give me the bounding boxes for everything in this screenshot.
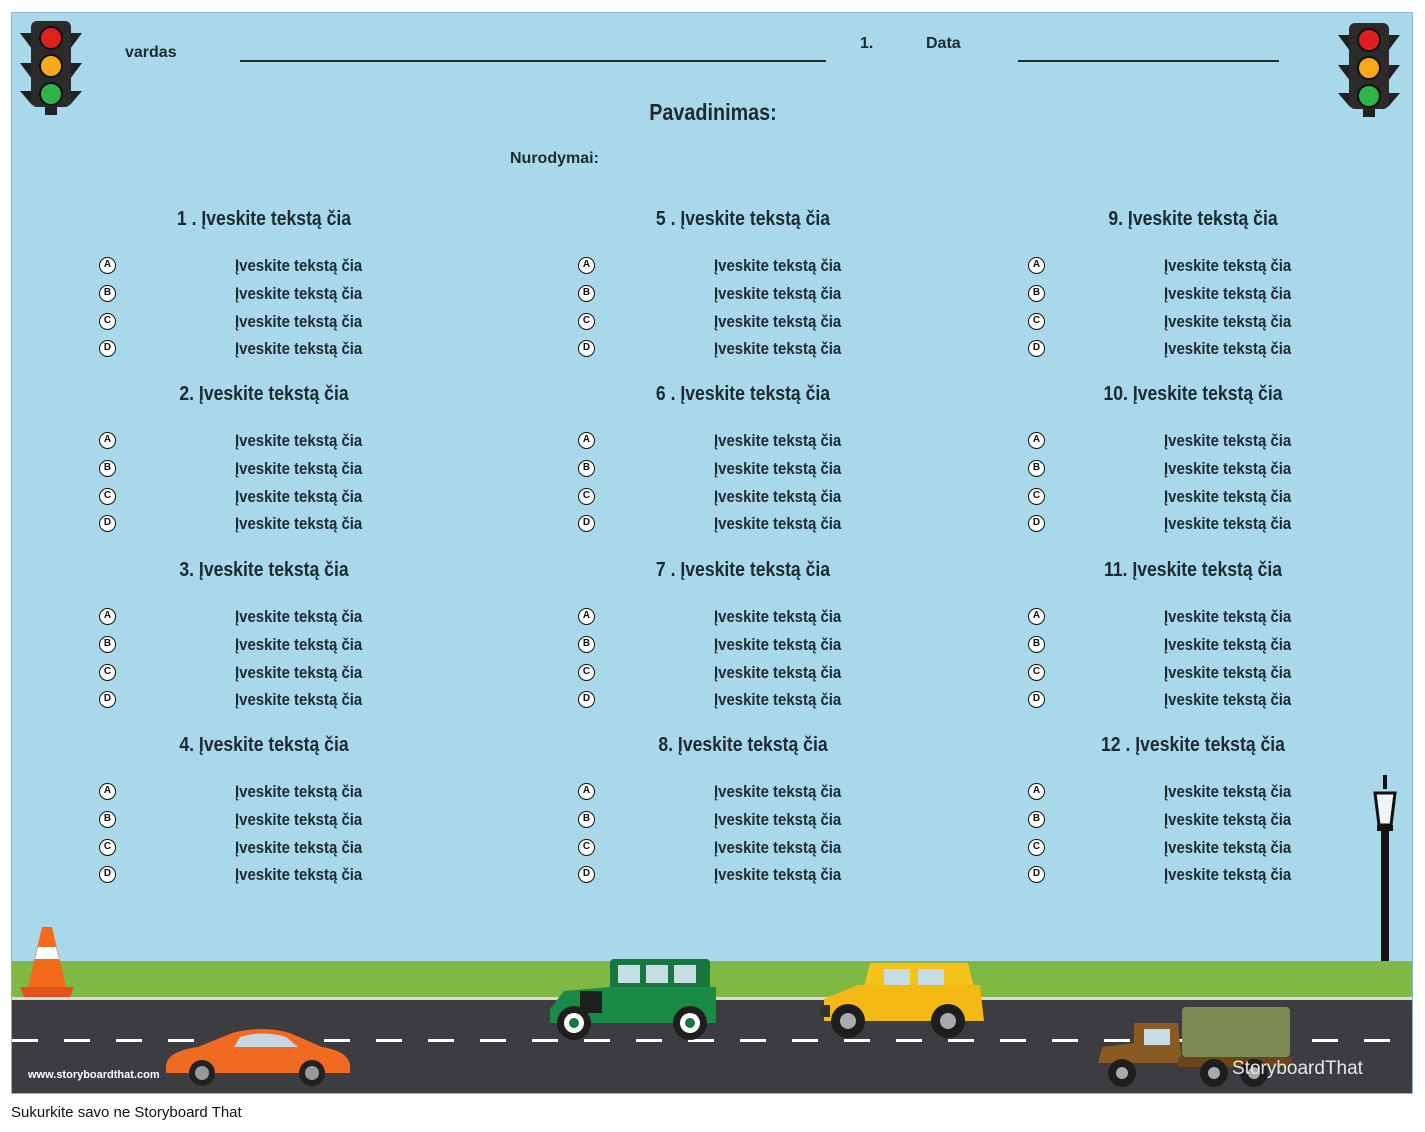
answer-option[interactable] — [1028, 663, 1358, 683]
option-letter-badge: D — [99, 515, 116, 532]
worksheet — [11, 12, 1413, 1094]
answer-option-text: Įveskite tekstą čia — [714, 838, 842, 857]
answer-option-text: Įveskite tekstą čia — [1164, 514, 1292, 533]
option-letter-badge: B — [1028, 460, 1045, 477]
answer-option-text: Įveskite tekstą čia — [1164, 690, 1292, 709]
answer-option[interactable] — [1028, 339, 1358, 359]
answer-option[interactable] — [1028, 635, 1358, 655]
option-letter-badge: C — [578, 664, 595, 681]
answer-option[interactable] — [578, 810, 908, 830]
option-letter-badge: A — [99, 608, 116, 625]
answer-option-text: Įveskite tekstą čia — [235, 256, 363, 275]
option-letter-badge: A — [1028, 432, 1045, 449]
answer-option[interactable] — [99, 487, 429, 507]
option-letter-badge: C — [99, 664, 116, 681]
answer-option-text: Įveskite tekstą čia — [1164, 810, 1292, 829]
answer-option-text: Įveskite tekstą čia — [714, 514, 842, 533]
answer-option[interactable] — [1028, 431, 1358, 451]
question-title[interactable]: 9. Įveskite tekstą čia — [1108, 208, 1278, 230]
traffic-light-icon — [1336, 21, 1402, 117]
answer-option-text: Įveskite tekstą čia — [714, 339, 842, 358]
answer-option[interactable] — [578, 256, 908, 276]
answer-option[interactable] — [1028, 838, 1358, 858]
option-letter-badge: C — [1028, 488, 1045, 505]
option-letter-badge: C — [578, 313, 595, 330]
answer-option-text: Įveskite tekstą čia — [1164, 256, 1292, 275]
number-label: 1. — [860, 35, 874, 52]
name-label: vardas — [125, 44, 177, 61]
option-letter-badge: D — [578, 340, 595, 357]
instructions-label: Nurodymai: — [510, 150, 599, 167]
date-label: Data — [926, 35, 961, 52]
answer-option[interactable] — [578, 690, 908, 710]
option-letter-badge: D — [578, 691, 595, 708]
answer-option[interactable] — [99, 431, 429, 451]
answer-option-text: Įveskite tekstą čia — [714, 312, 842, 331]
footer-link[interactable]: Sukurkite savo ne Storyboard That — [11, 1104, 242, 1121]
answer-option[interactable] — [99, 635, 429, 655]
answer-option[interactable] — [99, 690, 429, 710]
option-letter-badge: D — [99, 866, 116, 883]
answer-option[interactable] — [578, 663, 908, 683]
question-title[interactable]: 10. Įveskite tekstą čia — [1103, 383, 1283, 405]
answer-option[interactable] — [1028, 607, 1358, 627]
answer-option-text: Įveskite tekstą čia — [714, 810, 842, 829]
answer-option-text: Įveskite tekstą čia — [714, 459, 842, 478]
option-letter-badge: B — [99, 460, 116, 477]
answer-option-text: Įveskite tekstą čia — [235, 782, 363, 801]
answer-option[interactable] — [99, 865, 429, 885]
answer-option-text: Įveskite tekstą čia — [1164, 838, 1292, 857]
option-letter-badge: A — [1028, 257, 1045, 274]
option-letter-badge: A — [578, 783, 595, 800]
option-letter-badge: C — [1028, 664, 1045, 681]
question-title[interactable]: 7 . Įveskite tekstą čia — [655, 559, 831, 581]
option-letter-badge: D — [578, 866, 595, 883]
answer-option[interactable] — [578, 284, 908, 304]
option-letter-badge: B — [99, 811, 116, 828]
question-title[interactable]: 2. Įveskite tekstą čia — [179, 383, 349, 405]
answer-option[interactable] — [99, 810, 429, 830]
answer-option[interactable] — [1028, 487, 1358, 507]
answer-option[interactable] — [578, 312, 908, 332]
answer-option[interactable] — [1028, 810, 1358, 830]
option-letter-badge: A — [1028, 608, 1045, 625]
answer-option-text: Įveskite tekstą čia — [235, 865, 363, 884]
answer-option-text: Įveskite tekstą čia — [714, 284, 842, 303]
answer-option-text: Įveskite tekstą čia — [235, 690, 363, 709]
option-letter-badge: C — [578, 488, 595, 505]
answer-option[interactable] — [578, 607, 908, 627]
option-letter-badge: A — [99, 783, 116, 800]
option-letter-badge: B — [578, 636, 595, 653]
answer-option[interactable] — [578, 339, 908, 359]
answer-option[interactable] — [578, 459, 908, 479]
answer-option[interactable] — [99, 607, 429, 627]
question-title[interactable]: 8. Įveskite tekstą čia — [658, 734, 828, 756]
option-letter-badge: A — [578, 432, 595, 449]
answer-option[interactable] — [99, 339, 429, 359]
answer-option[interactable] — [1028, 459, 1358, 479]
answer-option-text: Įveskite tekstą čia — [235, 838, 363, 857]
answer-option[interactable] — [99, 514, 429, 534]
option-letter-badge: B — [99, 285, 116, 302]
answer-option-text: Įveskite tekstą čia — [235, 663, 363, 682]
answer-option[interactable] — [99, 312, 429, 332]
answer-option[interactable] — [1028, 256, 1358, 276]
answer-option-text: Įveskite tekstą čia — [235, 284, 363, 303]
answer-option[interactable] — [99, 459, 429, 479]
answer-option[interactable] — [578, 782, 908, 802]
answer-option-text: Įveskite tekstą čia — [235, 431, 363, 450]
answer-option-text: Įveskite tekstą čia — [714, 782, 842, 801]
option-letter-badge: D — [99, 340, 116, 357]
yellow-jeep-icon — [818, 959, 986, 1041]
answer-option-text: Įveskite tekstą čia — [1164, 487, 1292, 506]
question-title[interactable]: 12 . Įveskite tekstą čia — [1101, 734, 1285, 756]
answer-option-text: Įveskite tekstą čia — [235, 635, 363, 654]
option-letter-badge: B — [1028, 285, 1045, 302]
answer-option-text: Įveskite tekstą čia — [1164, 635, 1292, 654]
option-letter-badge: B — [578, 460, 595, 477]
answer-option[interactable] — [99, 838, 429, 858]
answer-option[interactable] — [578, 431, 908, 451]
option-letter-badge: C — [1028, 839, 1045, 856]
answer-option-text: Įveskite tekstą čia — [714, 690, 842, 709]
answer-option[interactable] — [1028, 865, 1358, 885]
answer-option[interactable] — [578, 487, 908, 507]
option-letter-badge: B — [1028, 636, 1045, 653]
answer-option[interactable] — [99, 284, 429, 304]
answer-option-text: Įveskite tekstą čia — [1164, 339, 1292, 358]
question-title[interactable]: 3. Įveskite tekstą čia — [179, 559, 349, 581]
storyboardthat-url: www.storyboardthat.com — [28, 1069, 160, 1081]
page-title: Pavadinimas: — [649, 99, 777, 125]
option-letter-badge: A — [99, 257, 116, 274]
option-letter-badge: A — [99, 432, 116, 449]
option-letter-badge: C — [578, 839, 595, 856]
answer-option[interactable] — [1028, 514, 1358, 534]
question-title[interactable]: 1 . Įveskite tekstą čia — [176, 208, 352, 230]
option-letter-badge: D — [1028, 691, 1045, 708]
question-title[interactable]: 5 . Įveskite tekstą čia — [655, 208, 831, 230]
answer-option[interactable] — [1028, 284, 1358, 304]
answer-option-text: Įveskite tekstą čia — [1164, 782, 1292, 801]
answer-option-text: Įveskite tekstą čia — [1164, 459, 1292, 478]
answer-option-text: Įveskite tekstą čia — [1164, 607, 1292, 626]
option-letter-badge: B — [578, 811, 595, 828]
traffic-cone-icon — [18, 925, 76, 999]
answer-option[interactable] — [578, 865, 908, 885]
answer-option[interactable] — [578, 514, 908, 534]
traffic-light-icon — [18, 19, 84, 115]
option-letter-badge: C — [99, 313, 116, 330]
option-letter-badge: C — [99, 839, 116, 856]
option-letter-badge: D — [1028, 340, 1045, 357]
storyboardthat-logo: StoryboardThat — [1232, 1058, 1363, 1079]
option-letter-badge: A — [578, 608, 595, 625]
answer-option[interactable] — [1028, 690, 1358, 710]
option-letter-badge: C — [99, 488, 116, 505]
question-title[interactable]: 6 . Įveskite tekstą čia — [655, 383, 831, 405]
option-letter-badge: B — [578, 285, 595, 302]
answer-option-text: Įveskite tekstą čia — [714, 431, 842, 450]
green-vintage-car-icon — [540, 957, 724, 1047]
answer-option-text: Įveskite tekstą čia — [1164, 284, 1292, 303]
option-letter-badge: D — [1028, 515, 1045, 532]
option-letter-badge: D — [99, 691, 116, 708]
answer-option-text: Įveskite tekstą čia — [714, 865, 842, 884]
answer-option-text: Įveskite tekstą čia — [1164, 431, 1292, 450]
option-letter-badge: D — [578, 515, 595, 532]
question-title[interactable]: 11. Įveskite tekstą čia — [1103, 559, 1283, 581]
answer-option-text: Įveskite tekstą čia — [235, 459, 363, 478]
answer-option-text: Įveskite tekstą čia — [1164, 312, 1292, 331]
option-letter-badge: A — [578, 257, 595, 274]
answer-option-text: Įveskite tekstą čia — [235, 312, 363, 331]
option-letter-badge: A — [1028, 783, 1045, 800]
date-field[interactable] — [1018, 60, 1279, 62]
answer-option-text: Įveskite tekstą čia — [714, 607, 842, 626]
orange-car-icon — [162, 1025, 354, 1087]
answer-option[interactable] — [1028, 782, 1358, 802]
answer-option[interactable] — [99, 256, 429, 276]
question-title[interactable]: 4. Įveskite tekstą čia — [179, 734, 349, 756]
answer-option[interactable] — [578, 635, 908, 655]
answer-option-text: Įveskite tekstą čia — [714, 663, 842, 682]
option-letter-badge: B — [99, 636, 116, 653]
answer-option-text: Įveskite tekstą čia — [235, 514, 363, 533]
name-field[interactable] — [240, 60, 826, 62]
answer-option-text: Įveskite tekstą čia — [235, 487, 363, 506]
answer-option-text: Įveskite tekstą čia — [1164, 865, 1292, 884]
answer-option[interactable] — [99, 782, 429, 802]
answer-option-text: Įveskite tekstą čia — [235, 339, 363, 358]
answer-option-text: Įveskite tekstą čia — [714, 487, 842, 506]
answer-option-text: Įveskite tekstą čia — [714, 635, 842, 654]
answer-option-text: Įveskite tekstą čia — [235, 607, 363, 626]
answer-option[interactable] — [99, 663, 429, 683]
answer-option-text: Įveskite tekstą čia — [714, 256, 842, 275]
option-letter-badge: D — [1028, 866, 1045, 883]
answer-option-text: Įveskite tekstą čia — [235, 810, 363, 829]
answer-option-text: Įveskite tekstą čia — [1164, 663, 1292, 682]
answer-option[interactable] — [1028, 312, 1358, 332]
answer-option[interactable] — [578, 838, 908, 858]
option-letter-badge: C — [1028, 313, 1045, 330]
option-letter-badge: B — [1028, 811, 1045, 828]
